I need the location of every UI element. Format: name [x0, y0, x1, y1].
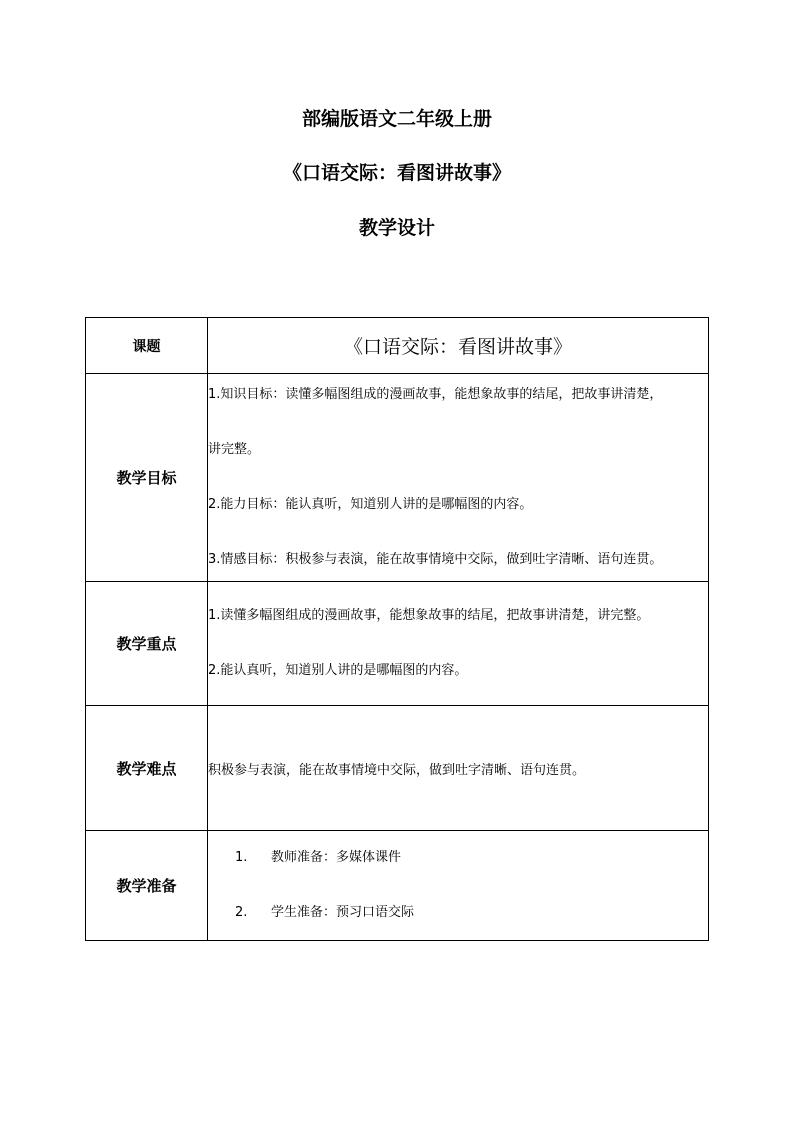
preparation-item-text: 学生准备：预习口语交际 — [271, 905, 415, 920]
goal-item: 1.知识目标：读懂多幅图组成的漫画故事，能想象故事的结尾，把故事讲清楚， — [208, 387, 663, 402]
goal-item-continuation: 讲完整。 — [208, 442, 261, 457]
key-points-content — [208, 582, 709, 706]
preparation-label: 教学准备 — [86, 831, 208, 941]
preparation-item — [208, 849, 708, 867]
key-point-item: 1.读懂多幅图组成的漫画故事，能想象故事的结尾，把故事讲清楚，讲完整。 — [208, 608, 650, 623]
key-points-label: 教学重点 — [86, 582, 208, 706]
preparation-item-number: 2. — [235, 905, 248, 920]
table-row-topic — [86, 318, 709, 374]
document-title-type: 教学设计 — [358, 217, 435, 239]
preparation-item-text: 教师准备：多媒体课件 — [271, 850, 402, 865]
preparation-list — [208, 849, 708, 922]
document-title-lesson: 《口语交际：看图讲故事》 — [282, 162, 511, 184]
topic-label: 课题 — [86, 318, 208, 374]
table-row-difficulties — [86, 706, 709, 831]
table-row-goals — [86, 374, 709, 582]
goal-item: 3.情感目标：积极参与表演，能在故事情境中交际，做到吐字清晰、语句连贯。 — [208, 552, 663, 567]
key-point-item: 2.能认真听，知道别人讲的是哪幅图的内容。 — [208, 663, 468, 678]
difficulties-label: 教学难点 — [86, 706, 208, 831]
table-row-key-points — [86, 582, 709, 706]
preparation-item — [208, 904, 708, 922]
topic-value: 《口语交际：看图讲故事》 — [208, 318, 709, 374]
document-title-grade: 部编版语文二年级上册 — [301, 108, 492, 130]
lesson-plan-table — [85, 317, 709, 941]
table-row-preparation — [86, 831, 709, 941]
goals-content — [208, 374, 709, 582]
preparation-content — [208, 831, 709, 941]
preparation-item-number: 1. — [235, 850, 248, 865]
goal-item: 2.能力目标：能认真听，知道别人讲的是哪幅图的内容。 — [208, 497, 533, 512]
goals-label: 教学目标 — [86, 374, 208, 582]
difficulties-content: 积极参与表演，能在故事情境中交际，做到吐字清晰、语句连贯。 — [208, 706, 709, 831]
